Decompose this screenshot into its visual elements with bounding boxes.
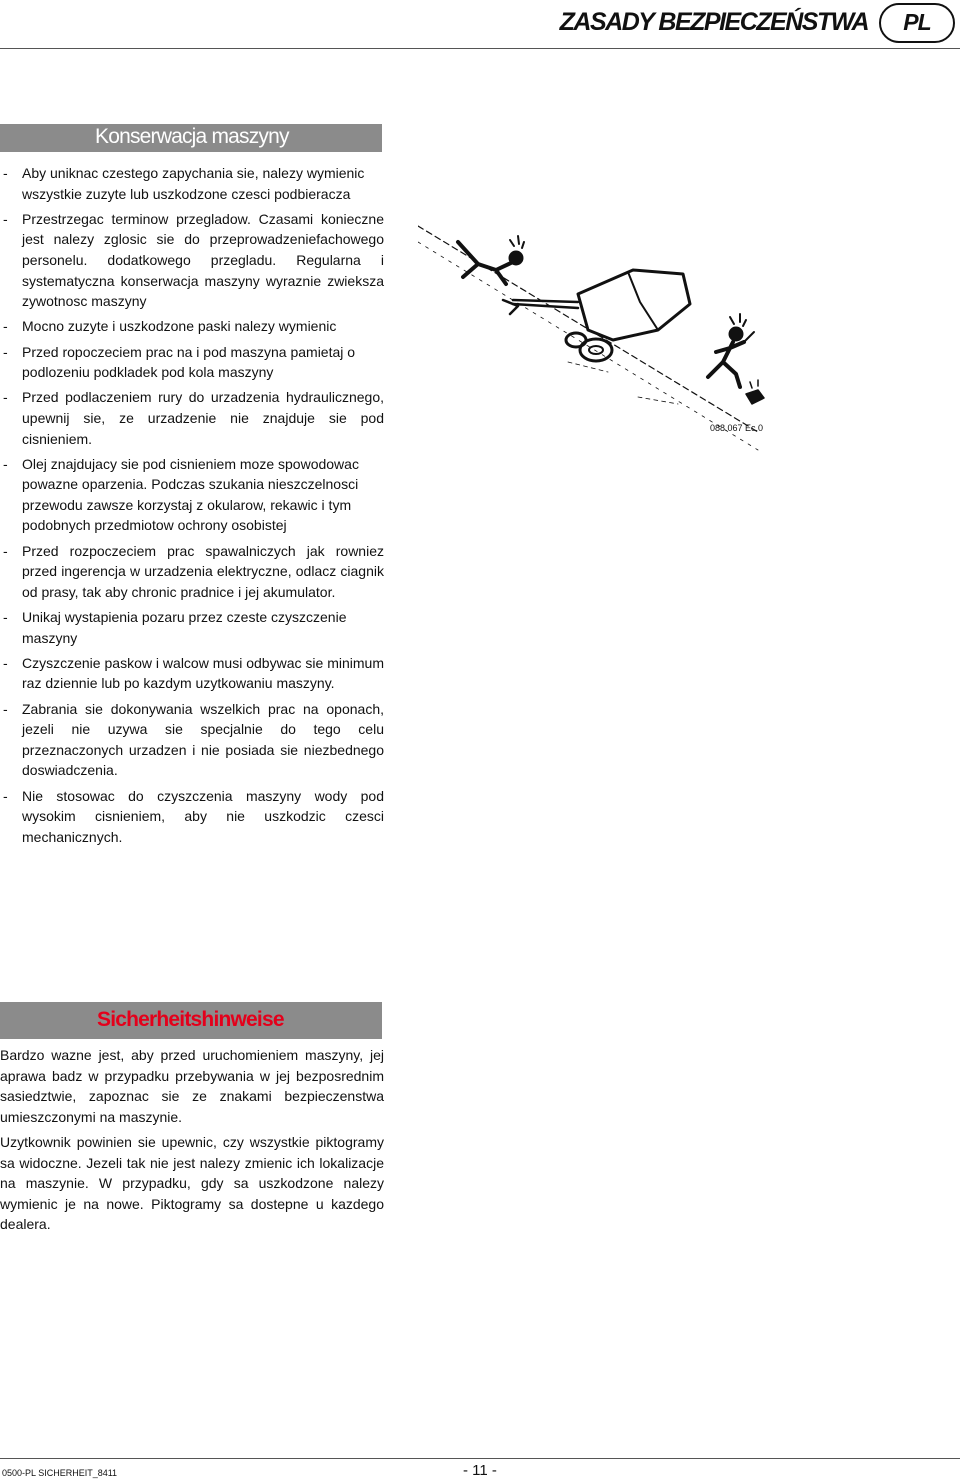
section-title: Sicherheitshinweise — [97, 1008, 284, 1031]
list-item: - Unikaj wystapienia pozaru przez czeste czyszczenie maszyny — [0, 607, 384, 648]
section-header-safety — [0, 1002, 382, 1039]
safety-illustration — [418, 222, 766, 452]
list-item: - Czyszczenie paskow i walcow musi odbywac sie minimum raz dziennie lub po kazdym uzytkowaniu maszyny. — [0, 653, 384, 694]
page-header-title: ZASADY BEZPIECZEŃSTWA — [559, 8, 868, 36]
page-number: - 11 - — [463, 1462, 497, 1479]
section-title: Konserwacja maszyny — [95, 125, 289, 148]
list-item: - Nie stosowac do czyszczenia maszyny wody pod wysokim cisnieniem, aby nie uszkodzic czesci mechanicznych. — [0, 786, 384, 848]
section-header-maintenance — [0, 124, 382, 152]
list-item: - Przed rozpoczeciem prac spawalniczych jak rowniez przed ingerencja w urzadzenia elektryczne, odlacz ciagnik od prasy, tak aby chronic pradnice i jej akumulator. — [0, 541, 384, 603]
safety-paragraph: Bardzo wazne jest, aby przed uruchomieniem maszyny, jej aprawa badz w przypadku przebywania w jej bezposrednim sasiedztwie, zapoznac sie ze znakami bezpieczenstwa umieszczonymi na maszynie. — [0, 1047, 384, 1125]
maintenance-list — [0, 163, 384, 852]
footer-divider — [0, 1458, 960, 1459]
safety-paragraph: Uzytkownik powinien sie upewnic, czy wszystkie piktogramy sa widoczne. Jezeli tak nie jest nalezy zmienic ich lokalizacje na maszynie. W przypadku, gdy sa uszkodzone nalezy wymienic je na nowe. Piktogramy sa dostepne u kazdego dealera. — [0, 1134, 384, 1233]
list-item: - Mocno zuzyte i uszkodzone paski nalezy wymienic — [0, 316, 384, 337]
figure-code: 088.067 Ec.0 — [710, 423, 764, 433]
document-code: 0500-PL SICHERHEIT_8411 — [2, 1468, 118, 1478]
list-item: - Przed ropoczeciem prac na i pod maszyna pamietaj o podlozeniu podkladek pod kola maszyny — [0, 342, 384, 383]
header-divider — [0, 48, 960, 49]
list-item: - Olej znajdujacy sie pod cisnieniem moze spowodowac powazne oparzenia. Podczas szukania nieszczelnosci przewodu zawsze korzystaj z okularow, rekawic i tym podobnych przedmiotow ochrony osobistej — [0, 454, 384, 536]
list-item: - Aby uniknac czestego zapychania sie, nalezy wymienic wszystkie zuzyte lub uszkodzone czesci podbieracza — [0, 163, 384, 204]
list-item: - Przestrzegac terminow przegladow. Czasami konieczne jest nalezy zglosic sie do przeprowadzeniefachowego personelu. dodatkowego przegladu. Regularna i systematyczna konserwacja maszyny wyraznie zwieksza zywotnosc maszyny — [0, 209, 384, 312]
list-item: - Zabrania sie dokonywania wszelkich prac na oponach, jezeli nie uzywa sie specjalnie do tego celu przeznaczonych urzadzen i nie posiada sie niezbednego doswiadczenia. — [0, 699, 384, 781]
language-badge: PL — [879, 3, 955, 43]
list-item: - Przed podlaczeniem rury do urzadzenia hydraulicznego, upewnij sie, ze urzadzenie nie znajduje sie pod cisnieniem. — [0, 387, 384, 449]
